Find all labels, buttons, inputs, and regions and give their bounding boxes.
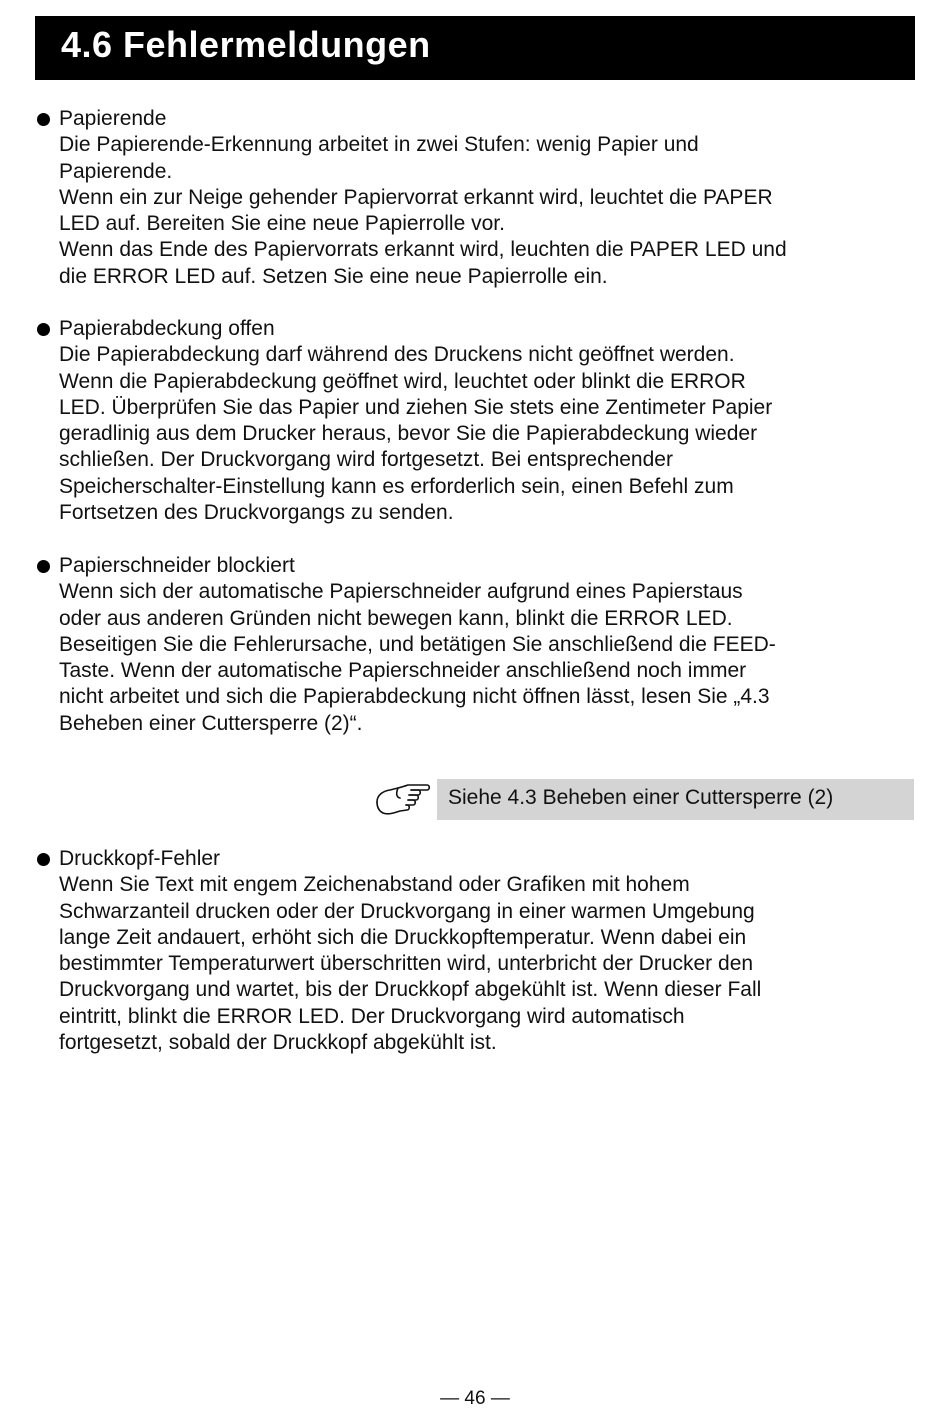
section-title: 4.6 Fehlermeldungen [61, 24, 431, 65]
section-heading: Druckkopf-Fehler [59, 847, 221, 870]
bullet-icon [37, 323, 50, 336]
text-line: Taste. Wenn der automatische Papierschneider anschließend noch immer [59, 659, 747, 683]
text-line: die ERROR LED auf. Setzen Sie eine neue Papierrolle ein. [59, 264, 608, 288]
page-number: — 46 — [440, 1388, 510, 1409]
text-line: Beheben einer Cuttersperre (2)“. [59, 711, 363, 735]
section-papierschneider [35, 553, 915, 737]
text-line: Beseitigen Sie die Fehlerursache, und betätigen Sie anschließend die FEED- [59, 632, 776, 656]
bullet-icon [37, 113, 50, 126]
section-papierende [35, 106, 915, 290]
text-line: Wenn das Ende des Papiervorrats erkannt wird, leuchten die PAPER LED und [59, 238, 787, 262]
text-line: Die Papierabdeckung darf während des Druckens nicht geöffnet werden. [59, 343, 735, 367]
text-line: Wenn Sie Text mit engem Zeichenabstand oder Grafiken mit hohem [59, 873, 690, 897]
section-heading: Papierende [59, 107, 167, 130]
text-line: schließen. Der Druckvorgang wird fortgesetzt. Bei entsprechender [59, 448, 673, 472]
bullet-icon [37, 560, 50, 573]
section-heading: Papierschneider blockiert [59, 554, 295, 577]
text-line: Druckvorgang und wartet, bis der Druckkopf abgekühlt ist. Wenn dieser Fall [59, 978, 762, 1002]
bullet-icon [37, 853, 50, 866]
text-line: lange Zeit andauert, erhöht sich die Druckkopftemperatur. Wenn dabei ein [59, 925, 747, 949]
section-papierabdeckung [35, 316, 915, 526]
cross-reference-box[interactable] [437, 779, 914, 820]
cross-reference-text[interactable]: Siehe 4.3 Beheben einer Cuttersperre (2) [448, 786, 834, 809]
text-line: geradlinig aus dem Drucker heraus, bevor Sie die Papierabdeckung wieder [59, 422, 758, 446]
section-heading: Papierabdeckung offen [59, 317, 275, 340]
section-druckkopf [35, 846, 915, 1056]
text-line: Speicherschalter-Einstellung kann es erforderlich sein, einen Befehl zum [59, 474, 734, 498]
text-line: fortgesetzt, sobald der Druckkopf abgekühlt ist. [59, 1031, 497, 1055]
text-line: LED. Überprüfen Sie das Papier und ziehen Sie stets eine Zentimeter Papier [59, 395, 773, 419]
text-line: LED auf. Bereiten Sie eine neue Papierrolle vor. [59, 212, 505, 236]
text-line: eintritt, blinkt die ERROR LED. Der Druckvorgang wird automatisch [59, 1004, 685, 1028]
section-title-bar [35, 16, 915, 80]
text-line: bestimmter Temperaturwert überschritten wird, unterbricht der Drucker den [59, 952, 754, 976]
cross-reference[interactable] [374, 778, 915, 822]
text-line: Wenn ein zur Neige gehender Papiervorrat erkannt wird, leuchtet die PAPER [59, 185, 773, 209]
text-line: Fortsetzen des Druckvorgangs zu senden. [59, 501, 454, 525]
text-line: Die Papierende-Erkennung arbeitet in zwei Stufen: wenig Papier und [59, 133, 699, 157]
text-line: Wenn sich der automatische Papierschneider aufgrund eines Papierstaus [59, 580, 743, 604]
pointing-hand-icon [374, 780, 432, 820]
text-line: Wenn die Papierabdeckung geöffnet wird, leuchtet oder blinkt die ERROR [59, 369, 746, 393]
text-line: Schwarzanteil drucken oder der Druckvorgang in einer warmen Umgebung [59, 899, 755, 923]
text-line: nicht arbeitet und sich die Papierabdeckung nicht öffnen lässt, lesen Sie „4.3 [59, 685, 770, 709]
text-line: oder aus anderen Gründen nicht bewegen kann, blinkt die ERROR LED. [59, 606, 733, 630]
text-line: Papierende. [59, 159, 173, 183]
